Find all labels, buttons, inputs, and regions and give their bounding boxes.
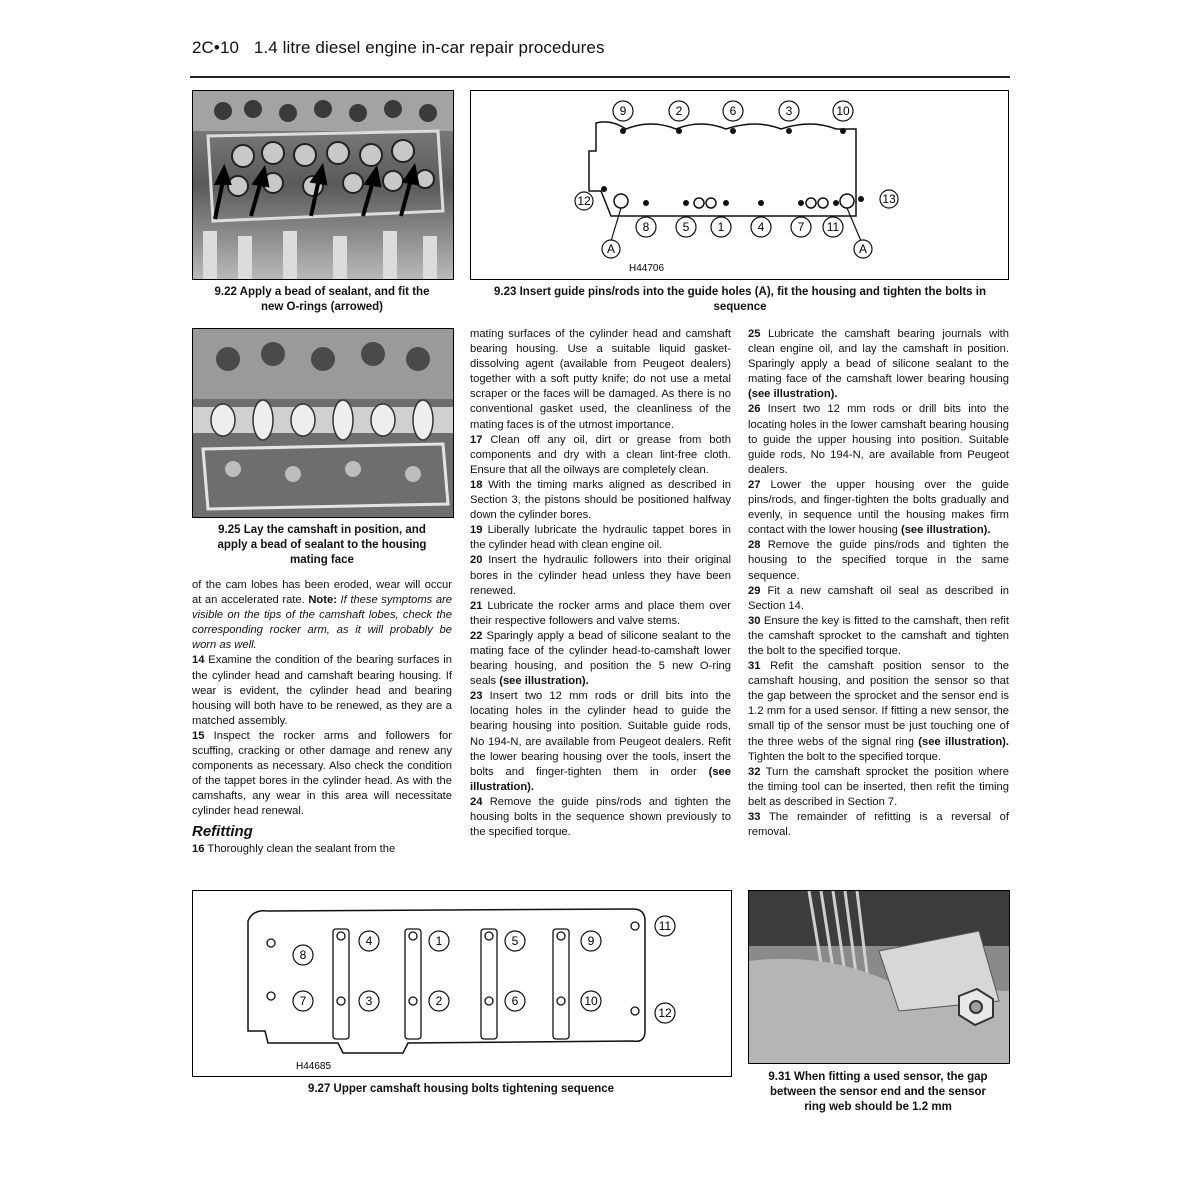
- caption-9-22: [192, 285, 452, 315]
- svg-text:3: 3: [365, 994, 373, 1008]
- caption-9-22-line-2: new O-rings (arrowed): [260, 301, 384, 313]
- bolt-label-11: [823, 217, 843, 237]
- caption-9-31-line-3: ring web should be 1.2 mm: [804, 1101, 952, 1113]
- svg-text:1: 1: [717, 220, 725, 234]
- header-rule: [190, 76, 1010, 78]
- paragraph-32: 32 Turn the camshaft sprocket the position where the timing tool can be inserted, then refit the timing belt as described in Section 7.: [748, 765, 1010, 808]
- diagram-9-23-side-right-label: [880, 190, 898, 208]
- svg-text:2: 2: [675, 104, 683, 118]
- svg-text:8: 8: [299, 948, 307, 962]
- caption-9-25: [192, 523, 452, 568]
- illustration-reference: (see illustration).: [748, 388, 838, 401]
- svg-text:5: 5: [511, 934, 519, 948]
- paragraph-30: 30 Ensure the key is fitted to the camshaft, then refit the camshaft sprocket to the camshaft and tighten the bolt to the specified torque.: [748, 614, 1009, 657]
- bolt-label-4: [751, 217, 771, 237]
- paragraph-33: 33 The remainder of refitting is a reversal of removal.: [748, 811, 1010, 839]
- svg-text:10: 10: [836, 104, 850, 118]
- svg-text:3: 3: [785, 104, 793, 118]
- caption-9-25-line-1: 9.25 Lay the camshaft in position, and: [218, 524, 426, 536]
- diagram-9-27-right-bottom-label: [655, 1003, 675, 1023]
- bolt-label-1: [711, 217, 731, 237]
- svg-text:13: 13: [882, 192, 896, 206]
- caption-9-25-line-2: apply a bead of sealant to the housing: [217, 539, 427, 551]
- bolt-label-8: [293, 945, 313, 965]
- caption-9-23-line-1: 9.23 Insert guide pins/rods into the guide holes (A), fit the housing and tighten the bolts in: [494, 286, 986, 298]
- diagram-9-23-code: H44706: [629, 263, 665, 274]
- paragraph-24: 24 Remove the guide pins/rods and tighten the housing bolts in the sequence shown previously to the specified torque.: [470, 795, 732, 839]
- page-header: [192, 38, 605, 58]
- photo-9-25: [192, 328, 454, 518]
- section-heading-refitting: Refitting: [192, 822, 253, 840]
- caption-9-25-line-3: mating face: [290, 554, 354, 566]
- illustration-reference: (see illustration).: [499, 675, 589, 688]
- bolt-label-9: [613, 101, 633, 121]
- bolt-label-9: [581, 931, 601, 951]
- text-column-2: [470, 327, 731, 840]
- paragraph-15: 15 Inspect the rocker arms and followers for scuffing, cracking or other damage and renew any components as necessary. Also check the condition of the tappet bores in the cylinder head. As with the camshafts, any wear in this area will necessitate cylinder head renewal.: [192, 729, 452, 818]
- diagram-9-23-side-left-label: [575, 192, 593, 210]
- page-title: 1.4 litre diesel engine in-car repair procedures: [253, 38, 605, 57]
- paragraph-23: 23 Insert two 12 mm rods or drill bits into the locating holes in the cylinder head to guide the bearing housing into position. Suitable guide rods, No 194-N, are available from Peugeot dealers. Refit the lower bearing housing over the tools, insert the bolts and finger-tighten them in order (see illustration).: [470, 690, 732, 793]
- photo-9-31-image: [749, 891, 1009, 1063]
- bolt-label-10: [581, 991, 601, 1011]
- paragraph-26: 26 Insert two 12 mm rods or drill bits into the locating holes in the lower camshaft bearing housing to guide the upper housing into position. Suitable guide rods, No 194-N, are available from Peugeot dealers.: [748, 403, 1010, 476]
- bolt-label-3: [359, 991, 379, 1011]
- bolt-label-7: [791, 217, 811, 237]
- bolt-label-1: [429, 931, 449, 951]
- diagram-9-27: [192, 890, 732, 1077]
- svg-text:1: 1: [435, 934, 443, 948]
- caption-9-31-line-1: 9.31 When fitting a used sensor, the gap: [768, 1071, 988, 1083]
- paragraph-29: 29 Fit a new camshaft oil seal as described in Section 14.: [748, 584, 1009, 612]
- text-column-1: [192, 578, 452, 857]
- bolt-label-6: [723, 101, 743, 121]
- paragraph-21: 21 Lubricate the rocker arms and place them over their respective followers and valve stems.: [470, 599, 731, 627]
- svg-text:A: A: [606, 242, 616, 256]
- paragraph-25: 25 Lubricate the camshaft bearing journals with clean engine oil, and lay the camshaft in position. Sparingly apply a bead of silicone sealant to the mating face of the camshaft lower bearing housing (see illustration).: [748, 328, 1009, 401]
- caption-9-27: [192, 1082, 730, 1097]
- bolt-label-2: [429, 991, 449, 1011]
- paragraph-20: 20 Insert the hydraulic followers into their original bores in the cylinder head unless they have been renewed.: [470, 554, 732, 597]
- svg-text:11: 11: [826, 220, 840, 234]
- svg-text:10: 10: [584, 994, 598, 1008]
- bolt-label-2: [669, 101, 689, 121]
- svg-text:6: 6: [511, 994, 519, 1008]
- photo-9-22-image: [193, 91, 453, 279]
- svg-text:A: A: [858, 242, 868, 256]
- bolt-label-5: [676, 217, 696, 237]
- diagram-9-27-drawing: [193, 891, 731, 1076]
- paragraph-28: 28 Remove the guide pins/rods and tighten the housing to the specified torque in the same sequence.: [748, 539, 1010, 582]
- diagram-9-23-bottom-labels: [636, 217, 843, 237]
- svg-text:12: 12: [658, 1006, 672, 1020]
- diagram-9-27-code: H44685: [296, 1061, 332, 1072]
- bolt-label-8: [636, 217, 656, 237]
- paragraph-16: 16 Thoroughly clean the sealant from the: [192, 842, 396, 855]
- svg-text:2: 2: [435, 994, 443, 1008]
- paragraph-31: 31 Refit the camshaft position sensor to the camshaft housing, and position the sensor so that the gap between the sprocket and the sensor end is 1.2 mm for a used sensor. If fitting a new sensor, the small tip of the sensor must be just touching one of the three webs of the signal ring (see illustration). Tighten the bolt to the specified torque.: [748, 660, 1010, 763]
- diagram-9-23-drawing: [471, 91, 1008, 279]
- svg-text:4: 4: [757, 220, 765, 234]
- bolt-label-3: [779, 101, 799, 121]
- caption-9-27-line-1: 9.27 Upper camshaft housing bolts tightening sequence: [307, 1083, 615, 1095]
- illustration-reference: (see illustration).: [900, 524, 991, 537]
- page-reference: 2C•10: [192, 38, 240, 57]
- svg-text:5: 5: [682, 220, 690, 234]
- caption-9-22-line-1: 9.22 Apply a bead of sealant, and fit the: [214, 286, 430, 298]
- bolt-label-7: [293, 991, 313, 1011]
- photo-9-31: [748, 890, 1010, 1064]
- illustration-reference: (see illustration).: [918, 735, 1010, 748]
- paragraph-22: 22 Sparingly apply a bead of silicone sealant to the mating face of the cylinder head-to-camshaft lower bearing housing, and position the 5 new O-ring seals (see illustration).: [470, 629, 732, 688]
- paragraph-17: 17 Clean off any oil, dirt or grease from both components and dry with a clean lint-free cloth. Ensure that all the oilways are completely clean.: [470, 433, 731, 476]
- photo-9-22: [192, 90, 454, 280]
- diagram-9-27-right-top-label: [655, 916, 675, 936]
- paragraph-14: 14 Examine the condition of the bearing surfaces in the cylinder head and camshaft bearing housing. If wear is evident, the cylinder head and bearing housing will both have to be renewed, as they are a matched assembly.: [192, 654, 452, 727]
- photo-9-25-image: [193, 329, 453, 517]
- caption-9-23: [470, 285, 1010, 315]
- paragraph-18: 18 With the timing marks aligned as described in Section 3, the pistons should be positioned halfway down the cylinder bores.: [470, 478, 731, 522]
- bolt-label-10: [833, 101, 853, 121]
- caption-9-31-line-2: between the sensor end and the sensor: [770, 1086, 986, 1098]
- bolt-label-4: [359, 931, 379, 951]
- paragraph-16-continued: mating surfaces of the cylinder head and camshaft bearing housing. Use a suitable liquid gasket-dissolving agent (available from Peugeot dealers) together with a soft putty knife; do not use a metal scraper or the faces will be damaged. As there is no conventional gasket used, the cleanliness of the mating faces is of the utmost importance.: [470, 328, 731, 431]
- text-column-3: [748, 327, 1009, 840]
- paragraph-19: 19 Liberally lubricate the hydraulic tappet bores in the cylinder head with clean engine oil.: [470, 524, 731, 552]
- svg-text:11: 11: [658, 919, 672, 933]
- guide-hole-label-right: [854, 240, 872, 258]
- svg-text:8: 8: [642, 220, 650, 234]
- svg-text:7: 7: [797, 220, 805, 234]
- svg-text:9: 9: [619, 104, 627, 118]
- diagram-9-23-top-labels: [613, 101, 853, 121]
- illustration-reference: (see illustration).: [470, 765, 731, 793]
- caption-9-23-line-2: sequence: [713, 301, 767, 313]
- svg-text:7: 7: [299, 994, 307, 1008]
- diagram-9-23: [470, 90, 1009, 280]
- svg-text:6: 6: [729, 104, 737, 118]
- bolt-label-6: [505, 991, 525, 1011]
- paragraph-13-continued: of the cam lobes has been eroded, wear will occur at an accelerated rate. Note: If these symptoms are visible on the tips of the camshaft lobes, check the corresponding rocker arm, as it will probably be worn as well.: [192, 579, 453, 652]
- svg-text:4: 4: [365, 934, 373, 948]
- svg-text:9: 9: [587, 934, 595, 948]
- svg-text:12: 12: [577, 194, 591, 208]
- caption-9-31: [748, 1070, 1008, 1115]
- guide-hole-label-left: [602, 240, 620, 258]
- note-text: If these symptoms are visible on the tips of the camshaft lobes, check the corresponding rocker arm, as it will probably be worn as well.: [192, 594, 453, 652]
- paragraph-27: 27 Lower the upper housing over the guide pins/rods, and finger-tighten the bolts gradually and evenly, in sequence until the housing makes firm contact with the lower housing (see illustration).: [748, 478, 1010, 537]
- note-label: Note:: [308, 594, 337, 607]
- bolt-label-5: [505, 931, 525, 951]
